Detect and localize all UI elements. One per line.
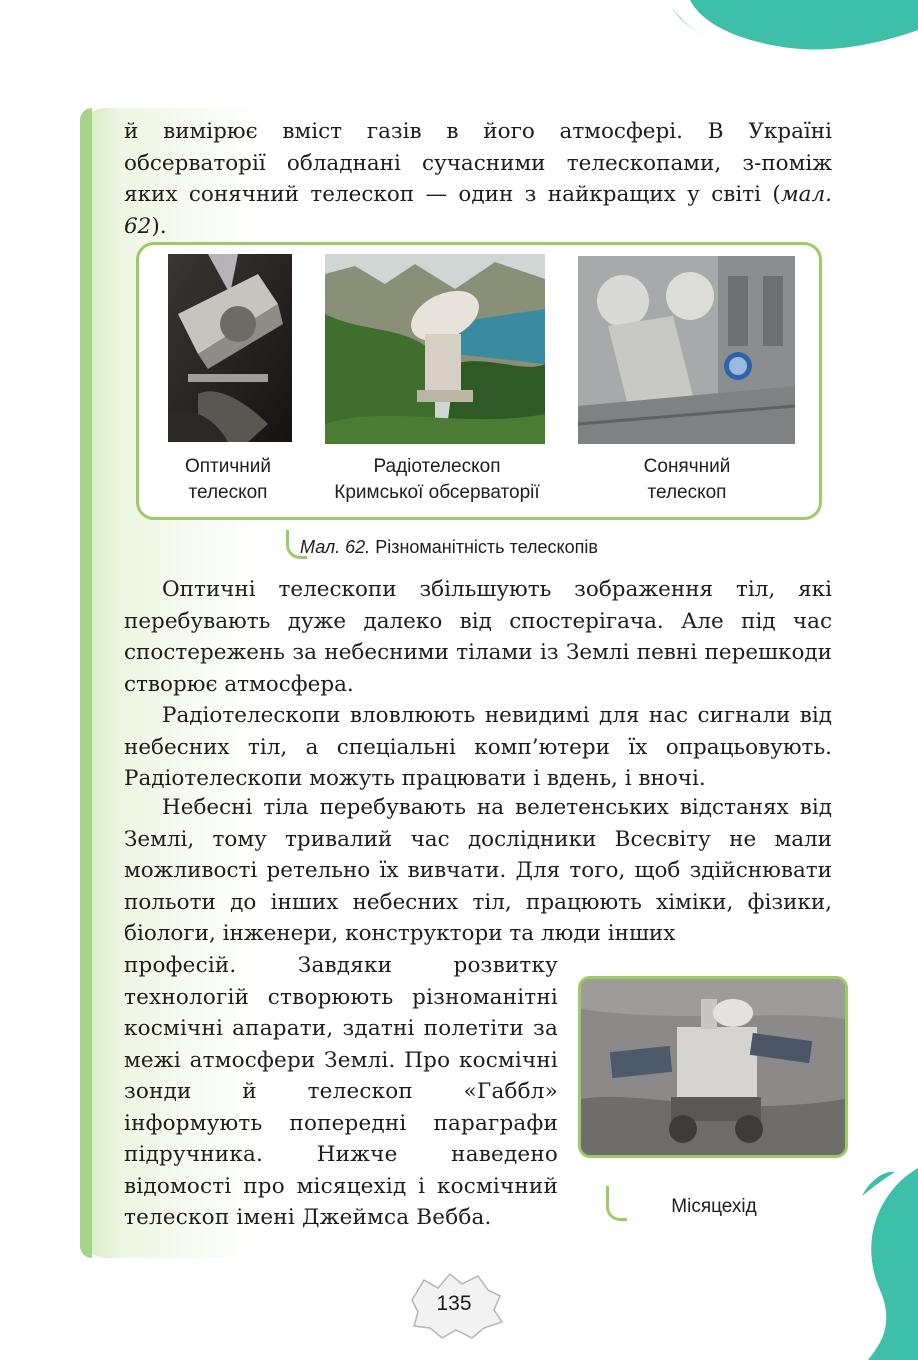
radio-telescope-caption [306, 454, 568, 506]
paragraph-text: Небесні тіла перебувають на велетенських відстанях від Землі, тому тривалий час дослідники Всесвіту не мали можливості ретельно їх вивчати. Для того, щоб здійснювати польоти до інших небесних тіл, працюють хіміки, фізики, біологи, інженери, конструктори та люди інших [124, 795, 832, 946]
paragraph-text: Оптичні телескопи збільшують зображення тіл, які перебувають дуже далеко від спостерігача. Але під час спостережень за небесними тілами із Землі певні перешкоди створює атмосфера. [124, 577, 832, 697]
lunar-rover-photo [578, 976, 848, 1158]
caption-line: Оптичний [184, 456, 271, 477]
radio-telescope-photo [325, 254, 545, 444]
paragraph-text: професій. Завдяки розвитку технологій створюють різноманітні космічні апарати, здатні полетіти за межі атмосфери Землі. Про космічні зонди й телескоп «Габбл» інформують попередні параграфи підручника. Нижче наведено відомості про місяцехід і космічний телескоп імені Джеймса Вебба. [124, 953, 558, 1230]
panel-accent-stripe [80, 108, 92, 1258]
figure-reference: мал. 62 [124, 182, 832, 239]
optical-telescope-caption [158, 454, 298, 506]
page-number-badge [402, 1270, 506, 1340]
figure-label: Мал. 62. [300, 537, 371, 557]
paragraph-optical [124, 574, 832, 700]
lunar-rover-caption [606, 1186, 812, 1222]
intro-text: й вимірює вміст газів в його атмосфері. В Україні обсерваторії обладнані сучасними телескопами, з-поміж яких сонячний телескоп — один з найкращих у світі [124, 119, 832, 207]
corner-decoration-top [0, 0, 918, 70]
solar-telescope-caption [616, 454, 758, 506]
paragraph-space-continued [124, 950, 558, 1234]
caption-line: Сонячний [643, 456, 731, 477]
figure-caption [286, 530, 716, 564]
intro-paragraph: й вимірює вміст газів в його атмосфері. В Україні обсерваторії обладнані сучасними телескопами, з-поміж яких сонячний телескоп — один з найкращих у світі (мал. 62). [124, 119, 832, 239]
figure-title: Різноманітність телескопів [375, 537, 598, 557]
optical-telescope-photo [168, 254, 292, 442]
caption-line: телескоп [647, 482, 727, 503]
page-number: 135 [436, 1292, 472, 1315]
paragraph-radio [124, 700, 832, 795]
caption-line: Радіотелескоп [373, 456, 501, 477]
paragraph-text: Радіотелескопи вловлюють невидимі для нас сигнали від небесних тіл, а спеціальні комп’ютери їх опрацьовують. Радіотелескопи можуть працювати і вдень, і вночі. [124, 703, 832, 791]
paragraph-space [124, 792, 832, 950]
rover-caption-text: Місяцехід [671, 1196, 757, 1217]
solar-telescope-photo [578, 256, 795, 444]
caption-line: телескоп [188, 482, 268, 503]
caption-line: Кримської обсерваторії [334, 482, 540, 503]
